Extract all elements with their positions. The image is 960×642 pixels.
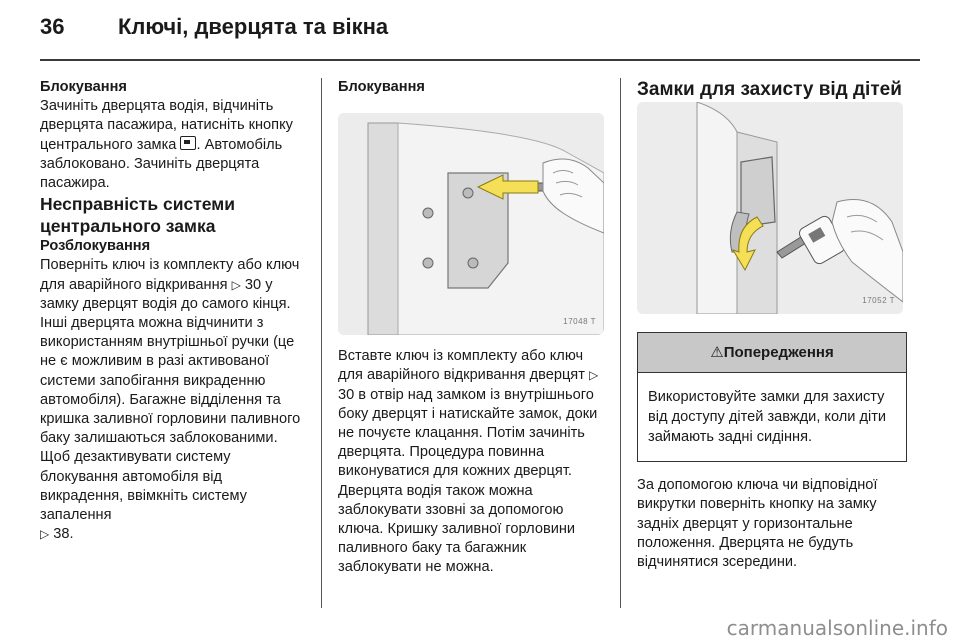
child-lock-illustration [637,102,903,314]
column-divider [321,78,322,608]
figure-code: 17052 T [862,295,895,305]
text-span: Поверніть ключ із комплекту або ключ для аварійного відкривання [40,257,300,293]
warning-box [637,332,907,462]
column-left [40,78,306,544]
section-heading-child-locks: Замки для захисту від дітей [637,79,902,100]
door-lock-drawing [338,113,604,335]
paragraph-locking [40,97,306,193]
page-reference: 30 [244,276,262,293]
subheading-locking: Блокування [40,79,127,95]
subheading-unlocking: Розблокування [40,238,151,255]
paragraph-child-locks: За допомогою ключа чи відповідної викрутки поверніть кнопку на замку задніх дверцят у горизонтальне положення. Дверцята не будуть відчинятися зсередини. [637,477,878,571]
page-reference: 38. [53,526,74,543]
text-span: . Автомобіль заблоковано. Зачиніть дверцята пасажира. [40,136,283,192]
page-header [40,14,920,50]
text-span: у замку дверцят водія до самого кінця. Інші дверцята можна відчинити з використанням внутрішньої ручки (це не є можливим в разі активованої системи запобігання викраденню автомобіля). Багажне відділення та кришка заливної горловини паливного баку залишаються заблокованими. Щоб дезактивувати систему блокування автомобіля від викрадення, ввімкніть систему запалення [40,276,301,524]
reference-arrow-icon: ▷ [588,368,599,383]
warning-header [638,333,906,373]
column-middle [338,78,604,578]
paragraph-unlocking [40,256,306,544]
paragraph-locking-procedure [338,347,604,577]
text-span: Вставте ключ із комплекту або ключ для аварійного відкривання дверцят [338,348,585,384]
page-title: Ключі, дверцята та вікна [118,14,389,39]
warning-title: Попередження [723,344,834,361]
header-divider [40,59,920,61]
warning-triangle-icon: ⚠ [710,344,724,361]
section-heading-malfunction: Несправність системи центрального замка [40,194,235,237]
door-lock-illustration [338,113,604,335]
column-divider [620,78,621,608]
reference-arrow-icon: ▷ [40,527,50,542]
child-lock-drawing [637,102,903,314]
text-span: в отвір над замком із внутрішнього боку дверцят і натискайте замок, доки не почуєте клацання. Потім зачиніть дверцята. Процедура повинна виконуватися для кожних дверцят. Дверцята водія також можна заблокувати ззовні за допомогою ключа. Кришку заливної горловини паливного баку та багажник заблокувати не можна. [338,386,598,576]
text-span: Зачиніть дверцята водія, відчиніть дверцята пасажира, натисніть кнопку центрального замка [40,98,293,153]
reference-arrow-icon: ▷ [231,277,241,292]
subheading-locking: Блокування [338,79,425,95]
page-number: 36 [40,14,65,39]
column-right [637,78,907,572]
central-lock-icon [180,136,196,150]
watermark: carmanualsonline.info [726,616,948,640]
page-reference: 30 [338,386,355,403]
warning-text: Використовуйте замки для захисту від доступу дітей завжди, коли діти займають задні сидіння. [648,389,887,446]
figure-code: 17048 T [563,317,596,326]
